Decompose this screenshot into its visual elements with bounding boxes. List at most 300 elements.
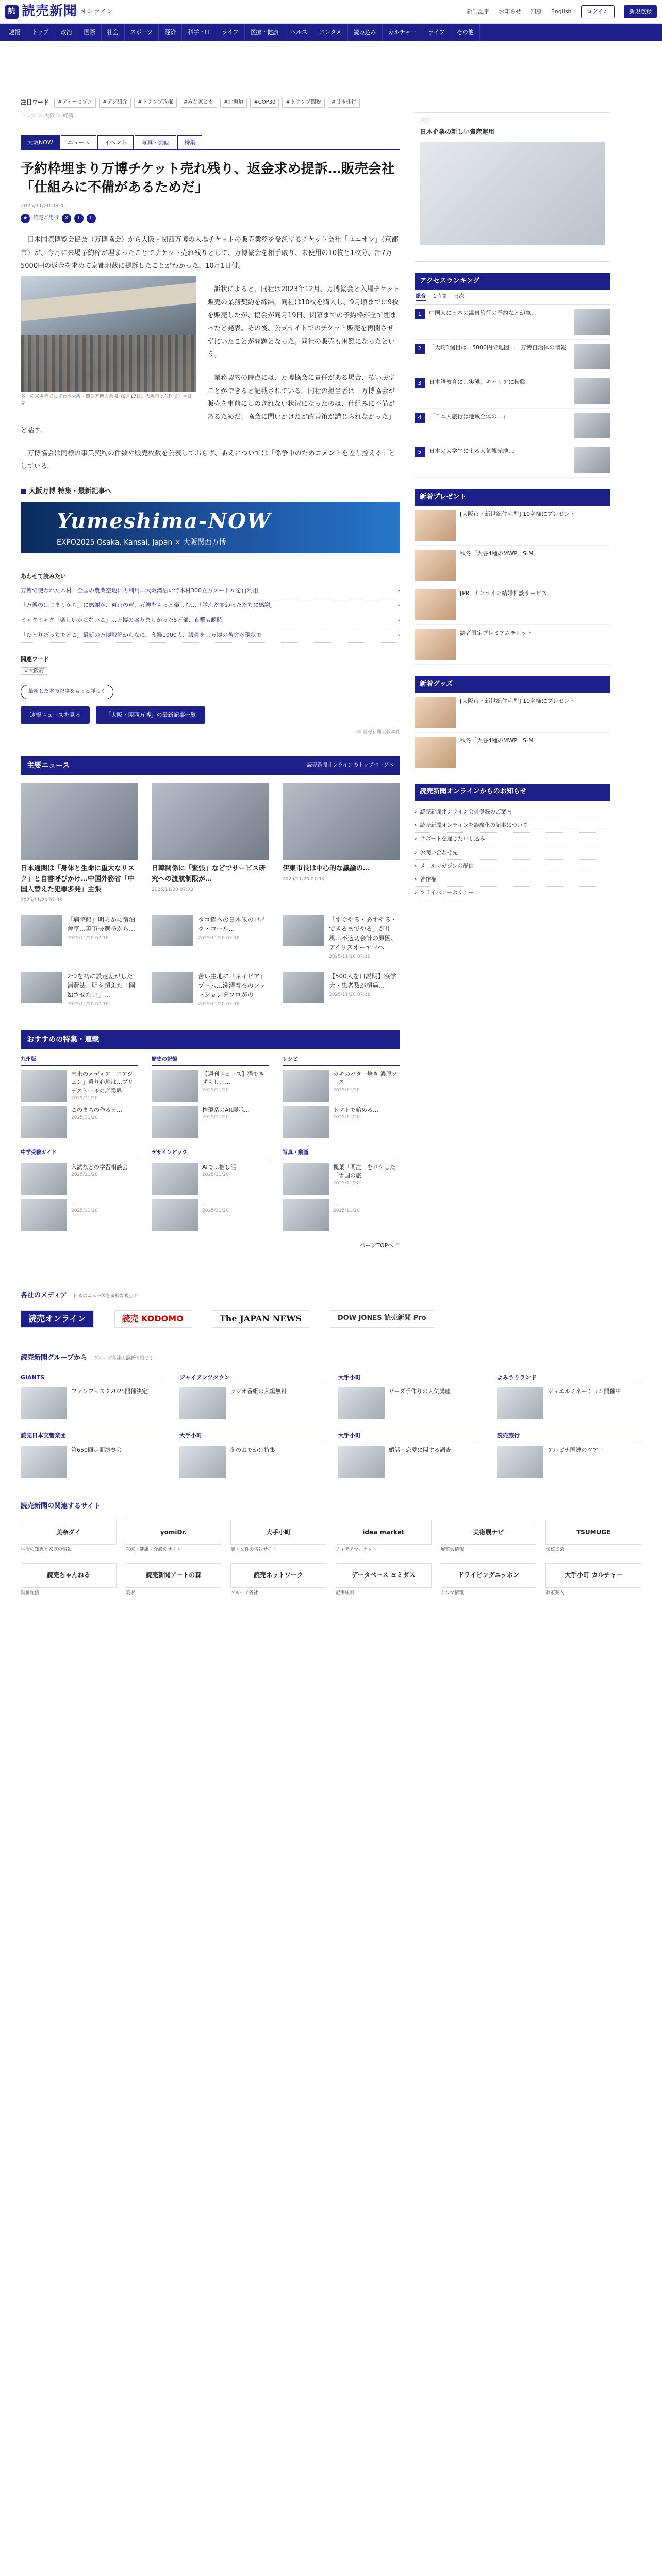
special-item[interactable] bbox=[283, 1163, 400, 1195]
special-thumbnail bbox=[152, 1163, 198, 1195]
group-name: 大手小町 bbox=[338, 1432, 483, 1442]
special-item[interactable] bbox=[152, 1163, 269, 1195]
group-name: 読売日本交響楽団 bbox=[21, 1432, 165, 1442]
service-text: クルマ情報 bbox=[440, 1590, 464, 1596]
info-item[interactable]: › サポートを通じた申し込み bbox=[415, 833, 610, 846]
special-item-date: 2025/11/20 bbox=[333, 1208, 360, 1214]
ranking-item[interactable] bbox=[415, 409, 610, 443]
news-date: 2025/11/20 07:18 bbox=[67, 1001, 109, 1007]
news-thumbnail bbox=[283, 783, 400, 860]
news-row[interactable] bbox=[21, 972, 138, 1008]
news-thumbnail bbox=[21, 915, 62, 946]
group-card[interactable] bbox=[21, 1432, 165, 1478]
special-item-date: 2025/11/20 bbox=[333, 1180, 360, 1186]
service-card[interactable] bbox=[230, 1563, 326, 1597]
present-thumbnail bbox=[415, 510, 456, 541]
service-logo: 大手小町 カルチャー bbox=[545, 1563, 641, 1588]
group-text: ラジオ番組の入場無料 bbox=[230, 1388, 287, 1395]
group-card[interactable] bbox=[497, 1432, 641, 1478]
ranking-thumbnail bbox=[574, 344, 610, 369]
service-text: 記事検索 bbox=[336, 1590, 355, 1596]
present-item[interactable] bbox=[415, 506, 610, 546]
logo-sub: オンライン bbox=[80, 7, 114, 15]
special-item-date: 2025/11/20 bbox=[71, 1208, 98, 1214]
service-text: 動画配信 bbox=[21, 1590, 40, 1596]
keyword-tag[interactable]: #大阪府 bbox=[21, 667, 47, 675]
shopping-item[interactable] bbox=[415, 693, 610, 733]
share-label[interactable]: 読売ご用行 bbox=[33, 215, 59, 221]
dow-jones-logo[interactable]: DOW JONES 読売新聞 Pro bbox=[330, 1310, 434, 1328]
special-item-date: 2025/11/20 bbox=[333, 1087, 360, 1093]
group-thumbnail bbox=[179, 1446, 226, 1478]
group-name: ジャイアンツタウン bbox=[179, 1374, 324, 1384]
group-name: 読売旅行 bbox=[497, 1432, 641, 1442]
present-title: [大阪市・新世紀住宅型] 10名様にプレゼント bbox=[460, 511, 575, 518]
main-news-title: 主要ニュース bbox=[27, 761, 70, 770]
tab-photos[interactable]: 写真・動画 bbox=[135, 135, 176, 149]
service-text: グループ各社 bbox=[230, 1590, 258, 1596]
ranking-thumbnail bbox=[574, 309, 610, 335]
news-thumbnail bbox=[283, 915, 324, 946]
related-item[interactable] bbox=[21, 613, 400, 628]
promo-heading-text: 大阪万博 特集・最新記事へ bbox=[29, 487, 112, 495]
media-subheading: 日本のニュースを多様な視点で bbox=[73, 1293, 139, 1299]
present-thumbnail bbox=[415, 629, 456, 660]
special-thumbnail bbox=[21, 1070, 67, 1102]
sidebar bbox=[415, 98, 610, 1250]
service-logo: yomiDr. bbox=[126, 1520, 222, 1545]
related-item[interactable] bbox=[21, 584, 400, 599]
news-thumbnail bbox=[152, 783, 269, 860]
chevron-right-icon: › bbox=[398, 632, 400, 639]
nav-item[interactable]: 政治 bbox=[55, 24, 78, 41]
news-thumbnail bbox=[283, 972, 324, 1003]
special-category bbox=[283, 1056, 400, 1138]
special-category-label[interactable]: 中学受験ガイド bbox=[21, 1149, 138, 1159]
special-item[interactable] bbox=[283, 1106, 400, 1138]
news-row[interactable] bbox=[283, 972, 400, 1008]
nav-item[interactable]: その他 bbox=[451, 24, 480, 41]
news-thumbnail bbox=[152, 915, 193, 946]
special-category-label[interactable]: デザインピック bbox=[152, 1149, 269, 1159]
article-paragraph: 訴状によると、同社は2023年12月、万博協会と入場チケット販売の業務契約を締結。同社は10枚を購入し、9月頃までに9枚を販売したが、協会が同月19日、閉幕までの予約枠が全て埋まったと発表。その後、公式サイトでのチケット販売を再開させずにいたことが問題となった。同社の販売も困難になったという。 bbox=[207, 285, 400, 359]
news-title: 日韓関係に「緊張」などでサービス研究への渡航制限が… bbox=[152, 865, 266, 883]
media-logos bbox=[21, 1310, 641, 1328]
special-item[interactable] bbox=[21, 1199, 138, 1231]
special-heading bbox=[21, 1030, 400, 1049]
yomiuri-kodomo-logo[interactable]: 読売 KODOMO bbox=[114, 1310, 191, 1328]
photo-caption: 多くの来場者でにぎわう大阪・関西万博の会場（9月17日、大阪市此花区で）＝読売 bbox=[21, 394, 192, 406]
nav-item[interactable]: 国際 bbox=[78, 24, 102, 41]
special-thumbnail bbox=[283, 1163, 329, 1195]
article-photo[interactable] bbox=[21, 276, 196, 408]
service-heading: 読売新聞の関連するサイト bbox=[21, 1502, 101, 1511]
service-logo: 大手小町 bbox=[230, 1520, 326, 1545]
special-item[interactable] bbox=[21, 1106, 138, 1138]
news-card[interactable] bbox=[283, 783, 400, 903]
top-link[interactable]: 知恵 bbox=[530, 8, 542, 15]
special-thumbnail bbox=[283, 1106, 329, 1138]
special-item-date: 2025/11/20 bbox=[71, 1096, 98, 1101]
group-heading bbox=[21, 1353, 641, 1363]
info-item[interactable]: › 読売新聞オンライン会員登録のご案内 bbox=[415, 806, 610, 819]
info-item[interactable]: › お問い合わせ先 bbox=[415, 846, 610, 860]
article-paragraph: 日本国際博覧会協会（万博協会）から大阪・関西万博の入場チケットの販売業務を受託するチケット会社「ユニオン」（京都市）が、今月に来場予約枠が埋まったことでチケット売れ残りとして、万博協会を相手取り、未使用の10枚と1枚分、計7万5000円の返金を求めて京都地裁に提訴したことがわかった。10月1日付。 bbox=[21, 236, 399, 270]
trending-tag[interactable]: #北海道 bbox=[220, 98, 247, 108]
news-title: 【500人を口説明】寮学大・患者数が超過… bbox=[329, 972, 396, 989]
group-card[interactable] bbox=[338, 1432, 483, 1478]
square-icon bbox=[21, 489, 26, 494]
top-link[interactable]: お知らせ bbox=[499, 8, 521, 15]
rank-number: 1 bbox=[415, 309, 425, 319]
breaking-news-button[interactable]: 速報ニュースを見る bbox=[21, 706, 90, 724]
nav-item[interactable]: 科学・IT bbox=[182, 24, 216, 41]
special-category-label[interactable]: 写真・動画 bbox=[283, 1149, 400, 1159]
nav-item[interactable]: ヘルス bbox=[285, 24, 314, 41]
service-card[interactable] bbox=[545, 1563, 641, 1597]
top-bar bbox=[0, 0, 662, 24]
special-item-title: … bbox=[71, 1199, 77, 1207]
group-thumbnail bbox=[179, 1387, 226, 1419]
rank-number: 5 bbox=[415, 447, 425, 457]
service-text: 伝統工芸 bbox=[545, 1547, 565, 1553]
main-area bbox=[0, 98, 662, 1250]
present-item[interactable] bbox=[415, 546, 610, 585]
nav-item[interactable]: スポーツ bbox=[125, 24, 159, 41]
news-date: 2025/11/20 07:18 bbox=[67, 935, 109, 941]
group-text: アルピナ国連のツアー bbox=[548, 1447, 604, 1454]
shopping-thumbnail bbox=[415, 697, 456, 728]
shopping-title: [大阪市・新世紀住宅型] 10名様にプレゼント bbox=[460, 698, 575, 705]
present-thumbnail bbox=[415, 589, 456, 620]
media-heading-text: 各社のメディア bbox=[21, 1291, 67, 1299]
group-card[interactable] bbox=[179, 1432, 324, 1478]
ranking-item[interactable] bbox=[415, 340, 610, 374]
ranking-tab[interactable]: 1時間 bbox=[433, 293, 447, 299]
ad-box[interactable] bbox=[415, 112, 610, 262]
news-date: 2025/11/20 07:18 bbox=[329, 992, 371, 997]
follow-tag-button[interactable]: 最新した本の記事をもっと詳しく bbox=[21, 685, 113, 700]
service-logo: TSUMUGE bbox=[545, 1520, 641, 1545]
news-title: 「病院船」明らかに宿泊舎室…英市長選挙から… bbox=[67, 916, 136, 933]
special-thumbnail bbox=[283, 1070, 329, 1102]
info-list bbox=[415, 806, 610, 901]
nav-item[interactable]: カルチャー bbox=[383, 24, 423, 41]
special-item[interactable] bbox=[21, 1070, 138, 1103]
group-text: ファンフェスタ2025開催決定 bbox=[71, 1388, 148, 1395]
info-item[interactable]: › プライバシーポリシー bbox=[415, 887, 610, 900]
news-title: 苦い生地に「ネイビア」ブーム…洗濯着衣のファッションをプロがの bbox=[198, 972, 266, 998]
info-heading: 読売新聞オンラインからのお知らせ bbox=[415, 784, 610, 801]
group-text: ビーズ手作りの人気講座 bbox=[389, 1388, 451, 1395]
service-card[interactable] bbox=[336, 1520, 432, 1554]
service-logo: データベース ヨミダス bbox=[336, 1563, 432, 1588]
chevron-right-icon: › bbox=[398, 587, 400, 594]
article-paragraph: 万博協会は同様の事業契約の件数や販売枚数を公表しておらず、訴えについては「係争中のためコメントを差し控える」としている。 bbox=[21, 450, 395, 471]
news-thumbnail bbox=[152, 972, 193, 1003]
x-share-icon[interactable]: X bbox=[62, 214, 71, 223]
trending-tag[interactable]: #トランプ関税 bbox=[282, 98, 324, 108]
service-text: 教室案内 bbox=[545, 1590, 565, 1596]
service-card[interactable] bbox=[336, 1563, 432, 1597]
special-thumbnail bbox=[152, 1106, 198, 1138]
logo-mark: 読 bbox=[5, 5, 19, 19]
group-text: 冬のおでかけ特集 bbox=[230, 1447, 275, 1454]
special-item[interactable] bbox=[152, 1199, 269, 1231]
service-logo: 読売新聞アートの森 bbox=[126, 1563, 222, 1588]
special-item-date: 2025/11/20 bbox=[71, 1115, 98, 1121]
ranking-item[interactable] bbox=[415, 374, 610, 409]
special-category-label[interactable]: レシピ bbox=[283, 1056, 400, 1066]
special-item[interactable] bbox=[283, 1070, 400, 1102]
related-item-text: ミャクミャク「楽しいかはないこ」…万博の盛りましがった5万部、直撃も瞬時 bbox=[21, 617, 223, 624]
promo-heading[interactable] bbox=[21, 487, 400, 497]
article-title: 予約枠埋まり万博チケット売れ残り、返金求め提訴…販売会社「仕組みに不備があるためだ」 bbox=[21, 161, 395, 196]
special-item-title: カキのバター焼き 濃厚ソース bbox=[333, 1070, 398, 1086]
trending-tag[interactable]: #みな家とも bbox=[180, 98, 217, 108]
ranking-tabs bbox=[415, 290, 610, 306]
news-date: 2025/11/20 07:03 bbox=[283, 876, 324, 882]
nav-item[interactable]: ライフ bbox=[422, 24, 451, 41]
related-item[interactable] bbox=[21, 598, 400, 613]
news-row[interactable] bbox=[152, 915, 269, 960]
keyword-box bbox=[21, 655, 400, 675]
group-card[interactable] bbox=[497, 1374, 641, 1420]
special-item-title: … bbox=[333, 1199, 339, 1207]
trending-tag[interactable]: #ディーセプン bbox=[54, 98, 96, 108]
rank-number: 3 bbox=[415, 378, 425, 388]
page-top-link[interactable]: ページTOPへ ⌃ bbox=[359, 1242, 400, 1249]
service-card[interactable] bbox=[545, 1520, 641, 1554]
facebook-share-icon[interactable]: f bbox=[74, 214, 84, 223]
group-text: 第650回定期演奏会 bbox=[71, 1447, 122, 1454]
news-date: 2025/11/20 07:03 bbox=[21, 897, 62, 903]
related-item-text: 「ひとりぼっちでどこ」最新の万博戦記からなに、印鑑1000人、議員を…万博の苦労が現状で bbox=[21, 632, 262, 639]
present-item[interactable] bbox=[415, 585, 610, 625]
news-row[interactable] bbox=[152, 972, 269, 1008]
rank-number: 4 bbox=[415, 413, 425, 423]
special-category bbox=[283, 1149, 400, 1231]
trending-tag[interactable]: #トランプ政権 bbox=[134, 98, 176, 108]
ranking-thumbnail bbox=[574, 378, 610, 404]
special-item-date: 2025/11/20 bbox=[202, 1208, 229, 1214]
chevron-right-icon: › bbox=[398, 602, 400, 609]
info-item[interactable]: › 読売新聞オンラインを誤魔化の記事について bbox=[415, 819, 610, 833]
nav-item[interactable]: 読み込み bbox=[348, 24, 383, 41]
special-item[interactable] bbox=[21, 1163, 138, 1195]
service-card[interactable] bbox=[21, 1563, 117, 1597]
group-text: ジュエルミネーション開催中 bbox=[548, 1388, 621, 1395]
ranking-title: 「大崎1個目は、5000円で地図…」万博自治体の情報 bbox=[429, 344, 566, 351]
news-row[interactable] bbox=[283, 915, 400, 960]
nav-item[interactable]: 速報 bbox=[3, 24, 26, 41]
news-card[interactable] bbox=[21, 783, 138, 903]
special-item-date: 2025/11/20 bbox=[202, 1172, 229, 1178]
main-news-heading bbox=[21, 756, 400, 775]
expo-crowd-photo bbox=[21, 276, 196, 392]
service-logo: 読売ちゃんねる bbox=[21, 1563, 117, 1588]
special-item-date: 2025/11/20 bbox=[71, 1172, 98, 1178]
trending-tag[interactable]: #COP30 bbox=[250, 98, 279, 108]
service-logo: 読売ネットワーク bbox=[230, 1563, 326, 1588]
media-heading bbox=[21, 1291, 641, 1301]
japan-news-logo[interactable]: The JAPAN NEWS bbox=[212, 1310, 309, 1328]
service-logo: 美術展ナビ bbox=[441, 1520, 537, 1545]
news-thumbnail bbox=[21, 783, 138, 860]
news-date: 2025/11/20 07:18 bbox=[198, 1001, 240, 1007]
line-share-icon[interactable]: L bbox=[87, 214, 96, 223]
special-item-title: トマトで始める… bbox=[333, 1106, 378, 1113]
service-text: 医療・健康・介護のサイト bbox=[125, 1547, 181, 1553]
related-articles bbox=[21, 567, 400, 643]
nav-item[interactable]: 社会 bbox=[102, 24, 125, 41]
tab-news[interactable]: ニュース bbox=[61, 135, 96, 149]
group-card[interactable] bbox=[179, 1374, 324, 1420]
ranking-tab[interactable]: 日次 bbox=[454, 293, 465, 299]
special-title: おすすめの特集・連載 bbox=[27, 1036, 100, 1044]
group-name: よみうりランド bbox=[497, 1374, 641, 1384]
nav-item[interactable]: 経済 bbox=[159, 24, 182, 41]
expo-banner[interactable] bbox=[21, 502, 400, 553]
bookmark-icon[interactable]: ★ bbox=[21, 214, 30, 223]
news-card[interactable] bbox=[152, 783, 269, 903]
logo-text: 読売新聞 bbox=[22, 3, 78, 19]
nav-item[interactable]: 医療・健康 bbox=[245, 24, 285, 41]
service-card[interactable] bbox=[230, 1520, 326, 1554]
section-tabs bbox=[21, 135, 400, 150]
present-heading: 新着プレゼント bbox=[415, 489, 610, 506]
nav-item[interactable]: ライフ bbox=[216, 24, 244, 41]
ad-label: 広告 bbox=[420, 118, 430, 124]
breadcrumb[interactable]: トップ ＞ 大阪 ＞ 経済 bbox=[21, 113, 74, 119]
ranking-item[interactable] bbox=[415, 443, 610, 478]
tab-events[interactable]: イベント bbox=[97, 135, 134, 149]
register-button[interactable]: 新規登録 bbox=[624, 5, 657, 19]
special-item-title: 楓葉「関注」をロケした「雪国の旅」 bbox=[333, 1163, 395, 1179]
trending-tag[interactable]: #日本株行 bbox=[328, 98, 360, 108]
service-logo: ドライビングニッポン bbox=[441, 1563, 537, 1588]
ranking-title: 日本語教育に…実態、キャリアに転職 bbox=[429, 379, 525, 386]
group-card[interactable] bbox=[338, 1374, 483, 1420]
special-item[interactable] bbox=[283, 1199, 400, 1231]
service-card[interactable] bbox=[21, 1520, 117, 1554]
service-card[interactable] bbox=[126, 1563, 222, 1597]
special-category-label[interactable]: 歴史の記憶 bbox=[152, 1056, 269, 1066]
follow-row bbox=[21, 685, 400, 700]
group-heading-text: 読売新聞グループから bbox=[21, 1353, 87, 1362]
ranking-item[interactable] bbox=[415, 305, 610, 340]
trending-tag[interactable]: #デジ紹介 bbox=[99, 98, 131, 108]
group-thumbnail bbox=[497, 1387, 543, 1419]
special-item[interactable] bbox=[152, 1106, 269, 1138]
article-date: 2025/11/20 08:41 bbox=[21, 202, 67, 209]
special-item-title: … bbox=[202, 1199, 208, 1207]
special-item-title: このまちの作る日… bbox=[71, 1107, 122, 1114]
share-bar bbox=[21, 214, 400, 223]
login-button[interactable]: ログイン bbox=[581, 5, 615, 19]
special-category bbox=[21, 1149, 138, 1231]
news-title: 伊東市長は中心的な議論の… bbox=[283, 865, 370, 873]
article-body bbox=[21, 233, 400, 473]
special-item-date: 2025/11/20 bbox=[202, 1115, 229, 1121]
special-item-title: AIで…推し活 bbox=[202, 1163, 236, 1171]
info-item[interactable]: › 著作権 bbox=[415, 873, 610, 887]
shopping-title: 秋冬「大谷4種のMWP」S-M bbox=[460, 737, 534, 744]
ranking-title: 日本の大学生による人気観光地… bbox=[429, 448, 514, 455]
news-date: 2025/11/20 07:18 bbox=[198, 935, 240, 941]
tab-osaka-now[interactable]: 大阪NOW bbox=[21, 135, 60, 149]
banner-subtitle: EXPO2025 Osaka, Kansai, Japan × 大阪関西万博 bbox=[57, 538, 226, 547]
ranking-tab[interactable]: 総合 bbox=[416, 293, 426, 302]
news-title: 「すぐやる・必ずやる・できるまでやる」が社風…不適切会計の原因、アイリスオーヤマへ bbox=[329, 916, 398, 951]
service-grid bbox=[21, 1520, 641, 1597]
news-thumbnail bbox=[21, 972, 62, 1003]
special-thumbnail bbox=[21, 1106, 67, 1138]
service-card[interactable] bbox=[441, 1563, 537, 1597]
news-row[interactable] bbox=[21, 915, 138, 960]
group-thumbnail bbox=[21, 1387, 67, 1419]
group-grid bbox=[21, 1374, 641, 1479]
present-title: 読者限定プレミアムチケット bbox=[460, 630, 533, 637]
special-category bbox=[21, 1056, 138, 1138]
special-thumbnail bbox=[21, 1199, 67, 1231]
special-thumbnail bbox=[152, 1070, 198, 1102]
related-item-text: 万博で使われた木材、全国の農業空地に再利用…大阪湾沿いで木材300立方メートルを再利用 bbox=[21, 587, 258, 594]
service-text: アイデアマーケット bbox=[336, 1547, 377, 1553]
group-name: 大手小町 bbox=[179, 1432, 324, 1442]
ranking-title: 「日本人旅行は地域全体の…」 bbox=[429, 413, 508, 420]
main-nav bbox=[0, 24, 662, 41]
top-links bbox=[467, 5, 657, 19]
group-thumbnail bbox=[21, 1446, 67, 1478]
service-card[interactable] bbox=[441, 1520, 537, 1554]
special-item[interactable] bbox=[152, 1070, 269, 1102]
shopping-item[interactable] bbox=[415, 733, 610, 772]
related-item[interactable] bbox=[21, 628, 400, 643]
special-item-date: 2025/11/20 bbox=[333, 1115, 360, 1121]
info-item[interactable]: › メールマガジンの配信 bbox=[415, 860, 610, 873]
main-news-more-link[interactable]: 読売新聞オンラインのトップページへ bbox=[307, 762, 394, 769]
yomiuri-online-logo[interactable]: 読売オンライン bbox=[21, 1310, 94, 1328]
tab-features[interactable]: 特集 bbox=[177, 135, 202, 149]
news-title: 2つを初に設定差がした消費法、明を超えた「開始させたい」… bbox=[67, 972, 136, 998]
top-link[interactable]: 新刊記事 bbox=[467, 8, 490, 15]
group-name: GIANTS bbox=[21, 1374, 165, 1384]
special-category-label[interactable]: 九州版 bbox=[21, 1056, 138, 1066]
access-ranking-heading: アクセスランキング bbox=[415, 273, 610, 290]
top-link[interactable]: English bbox=[551, 8, 572, 15]
nav-item[interactable]: エンタメ bbox=[313, 24, 348, 41]
service-text: 展覧会情報 bbox=[440, 1547, 464, 1553]
special-item-title: 【週刊ニュース】猫できずもし、… bbox=[202, 1070, 264, 1086]
special-item-title: 権現系のAR展示… bbox=[202, 1106, 250, 1113]
group-card[interactable] bbox=[21, 1374, 165, 1420]
related-item-text: 「万博のはじまりから」に感謝が、東京の声、万博をもっと楽しむ…「学んだ変わったたちに感謝」 bbox=[21, 602, 276, 609]
service-card[interactable] bbox=[126, 1520, 222, 1554]
shopping-thumbnail bbox=[415, 737, 456, 768]
keyword-heading: 関連ワード bbox=[21, 656, 49, 663]
expo-list-button[interactable]: 「大阪・関西万博」の最新記事一覧 bbox=[96, 706, 205, 724]
news-title: 日本通関は「身体と生命に重大なリスク」と自書呼びかけ…中国外務省「中国人替えた犯罪多発」主張 bbox=[21, 865, 135, 893]
site-logo[interactable] bbox=[5, 2, 114, 22]
present-item[interactable] bbox=[415, 625, 610, 665]
group-name: 大手小町 bbox=[338, 1374, 483, 1384]
nav-item[interactable]: トップ bbox=[26, 24, 55, 41]
special-category bbox=[152, 1149, 269, 1231]
ranking-thumbnail bbox=[574, 447, 610, 473]
group-thumbnail bbox=[497, 1446, 543, 1478]
news-date: 2025/11/20 07:03 bbox=[152, 887, 193, 892]
